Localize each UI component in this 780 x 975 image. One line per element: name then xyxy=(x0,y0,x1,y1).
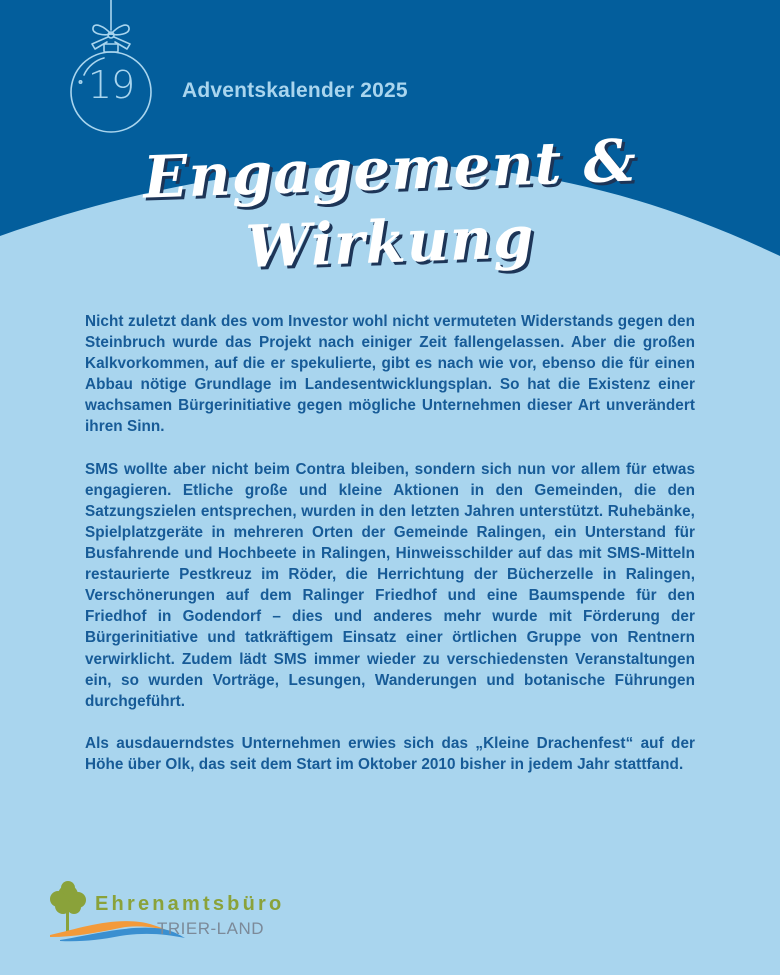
article-body xyxy=(85,311,695,796)
headline-line-1: Engagement & xyxy=(142,126,638,212)
calendar-title: Adventskalender 2025 xyxy=(182,79,408,102)
paragraph-2: SMS wollte aber nicht beim Contra bleiben, sondern sich nun vor allem für etwas engagieren. Etliche große und kleine Aktionen in den Gemeinden, die den Satzungszielen entsprechen, wurden in den letzten Jahren unterstützt. Ruhebänke, Spielplatzgeräte in mehreren Orten der Gemeinde Ralingen, ein Unterstand für Busfahrende und Hochbeete in Ralingen, Hinweisschilder auf das mit SMS-Mitteln restaurierte Pestkreuz im Röder, die Herrichtung der Bücherzelle in Ralingen, Verschönerungen auf dem Ralinger Friedhof und eine Baumspende für den Friedhof in Godendorf – dies und anderes mehr wurde mit Förderung der Bürgerinitiative und tatkräftigem Einsatz einer örtlichen Gruppe von Rentnern verwirklicht. Zudem lädt SMS immer wieder zu verschiedensten Veranstaltungen ein, so wurden Vorträge, Lesungen, Wanderungen und botanische Führungen durchgeführt. xyxy=(85,460,695,710)
paragraph-1: Nicht zuletzt dank des vom Investor wohl nicht vermuteten Widerstands gegen den Steinbruch wurde das Projekt nach einiger Zeit fallengelassen. Aber die großen Kalkvorkommen, auf die er spekulierte, gibt es nach wie vor, ebenso die für einen Abbau nötige Grundlage im Landesentwicklungsplan. So hat die Existenz einer wachsamen Bürgerinitiative gegen mögliche Unternehmen dieser Art unverändert ihren Sinn. xyxy=(85,313,695,436)
logo-name: Ehrenamtsbüro xyxy=(95,893,285,915)
logo-subtitle: TRIER-LAND xyxy=(157,919,265,938)
day-number: 19 xyxy=(87,63,135,107)
headline-line-2: Wirkung xyxy=(244,202,536,282)
paragraph-3: Als ausdauerndstes Unternehmen erwies sich das „Kleine Drachenfest“ auf der Höhe über Olk, das seit dem Start im Oktober 2010 bisher in jedem Jahr stattfand. xyxy=(85,734,695,773)
